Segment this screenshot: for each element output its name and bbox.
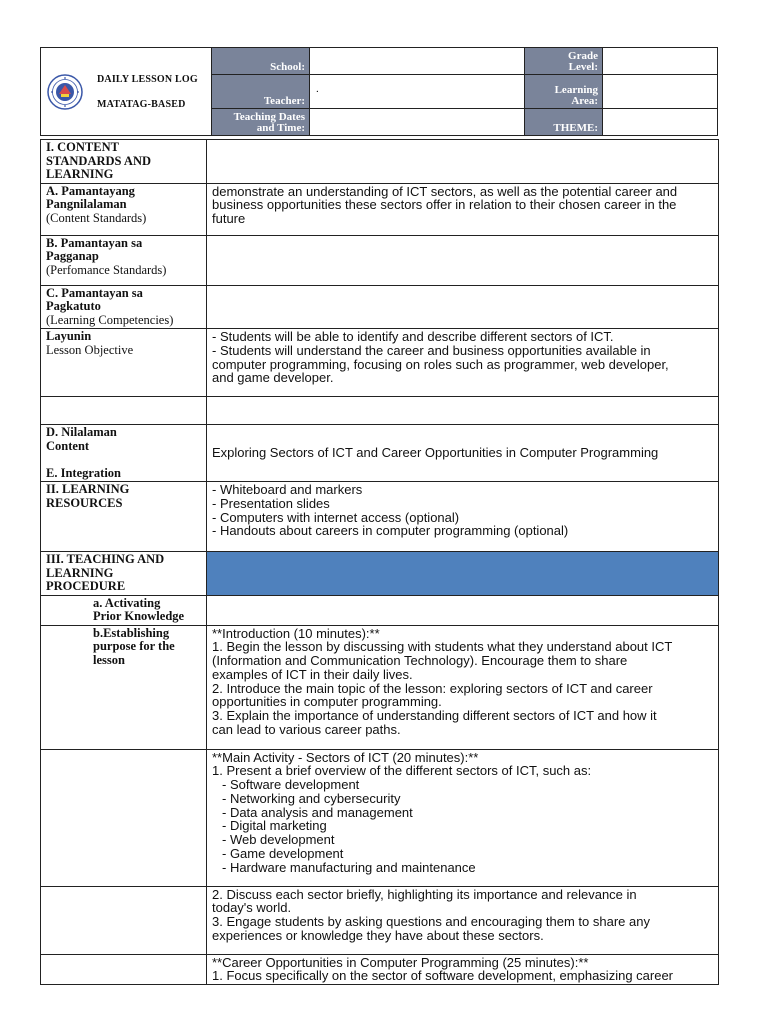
content-standards-cell[interactable] xyxy=(207,140,719,184)
table-row xyxy=(41,425,719,482)
teaching-dates-field[interactable] xyxy=(310,109,525,136)
table-row xyxy=(41,397,719,425)
content-standards-text[interactable]: demonstrate an understanding of ICT sectors, as well as the potential career and business opportunities these sectors offer in relation to their chosen career in the future xyxy=(207,183,719,235)
logo-line-daily-lesson-log: DAILY LESSON LOG xyxy=(97,73,198,85)
establishing-purpose-label: b.Establishing purpose for the lesson xyxy=(41,625,207,749)
table-row xyxy=(41,482,719,552)
logo-cell xyxy=(41,48,212,136)
table-row xyxy=(41,183,719,235)
performance-standards-cell[interactable] xyxy=(207,235,719,285)
content-text[interactable]: Exploring Sectors of ICT and Career Opportunities in Computer Programming xyxy=(207,425,719,482)
empty-label-cell xyxy=(41,749,207,886)
table-row xyxy=(41,595,719,625)
table-row xyxy=(41,329,719,397)
school-label: School: xyxy=(212,48,310,75)
logo-line-matatag: MATATAG-BASED xyxy=(97,98,186,110)
empty-label-cell xyxy=(41,886,207,954)
table-row xyxy=(41,886,719,954)
grade-level-field[interactable] xyxy=(603,48,718,75)
main-activity-text[interactable]: **Main Activity - Sectors of ICT (20 minutes):** 1. Present a brief overview of the different sectors of ICT, such as: - Software development - Networking and cybersecurity - Data analysis and management - Digital marketing - Web development - Game development - Hardware manufacturing and maintenance xyxy=(207,749,719,886)
discuss-sectors-text[interactable]: 2. Discuss each sector briefly, highlighting its importance and relevance in today's world. 3. Engage students by asking questions and encouraging them to share any experiences or knowledge they have about these sectors. xyxy=(207,886,719,954)
table-row xyxy=(41,954,719,985)
empty-cell[interactable] xyxy=(207,397,719,425)
lesson-objective-text[interactable]: - Students will be able to identify and describe different sectors of ICT. - Students will understand the career and business opportunities available in computer programming, focusing on roles such as programmer, web developer, and game developer. xyxy=(207,329,719,397)
theme-field[interactable] xyxy=(603,109,718,136)
empty-label-cell xyxy=(41,397,207,425)
teaching-procedure-heading: III. TEACHING AND LEARNING PROCEDURE xyxy=(41,552,207,596)
grade-level-label: Grade Level: xyxy=(525,48,603,75)
teaching-procedure-banner xyxy=(207,552,719,596)
learning-competencies-label: C. Pamantayan sa Pagkatuto (Learning Competencies) xyxy=(41,285,207,329)
school-field[interactable] xyxy=(310,48,525,75)
learning-resources-label: II. LEARNING RESOURCES xyxy=(41,482,207,552)
learning-area-label: Learning Area: xyxy=(525,75,603,109)
establishing-purpose-text[interactable]: **Introduction (10 minutes):** 1. Begin the lesson by discussing with students what they understand about ICT (Information and Communication Technology). Encourage them to share examples of ICT in their daily lives. 2. Introduce the main topic of the lesson: exploring sectors of ICT and career opportunities in computer programming. 3. Explain the importance of understanding different sectors of ICT and how it can lead to various career paths. xyxy=(207,625,719,749)
table-row xyxy=(41,749,719,886)
table-row xyxy=(41,235,719,285)
header-table xyxy=(40,47,718,136)
empty-label-cell xyxy=(41,954,207,985)
content-standards-heading: I. CONTENT STANDARDS AND LEARNING xyxy=(41,140,207,184)
career-opportunities-text[interactable]: **Career Opportunities in Computer Programming (25 minutes):** 1. Focus specifically on the sector of software development, emphasizing career xyxy=(207,954,719,985)
table-row xyxy=(41,552,719,596)
table-row xyxy=(41,140,719,184)
performance-standards-label: B. Pamantayan sa Pagganap (Perfomance Standards) xyxy=(41,235,207,285)
learning-resources-text[interactable]: - Whiteboard and markers - Presentation slides - Computers with internet access (optional) - Handouts about careers in computer programming (optional) xyxy=(207,482,719,552)
teaching-dates-label: Teaching Dates and Time: xyxy=(212,109,310,136)
teacher-label: Teacher: xyxy=(212,75,310,109)
table-row xyxy=(41,285,719,329)
deped-seal-icon xyxy=(47,74,83,110)
activating-prior-knowledge-label: a. Activating Prior Knowledge xyxy=(41,595,207,625)
lesson-log-table xyxy=(40,139,719,985)
activating-prior-knowledge-cell[interactable] xyxy=(207,595,719,625)
learning-competencies-cell[interactable] xyxy=(207,285,719,329)
theme-label: THEME: xyxy=(525,109,603,136)
content-integration-label: D. Nilalaman Content E. Integration xyxy=(41,425,207,482)
lesson-objective-label: Layunin Lesson Objective xyxy=(41,329,207,397)
table-row xyxy=(41,625,719,749)
content-standards-label: A. Pamantayang Pangnilalaman (Content Standards) xyxy=(41,183,207,235)
teacher-field[interactable]: . xyxy=(310,75,525,109)
learning-area-field[interactable] xyxy=(603,75,718,109)
